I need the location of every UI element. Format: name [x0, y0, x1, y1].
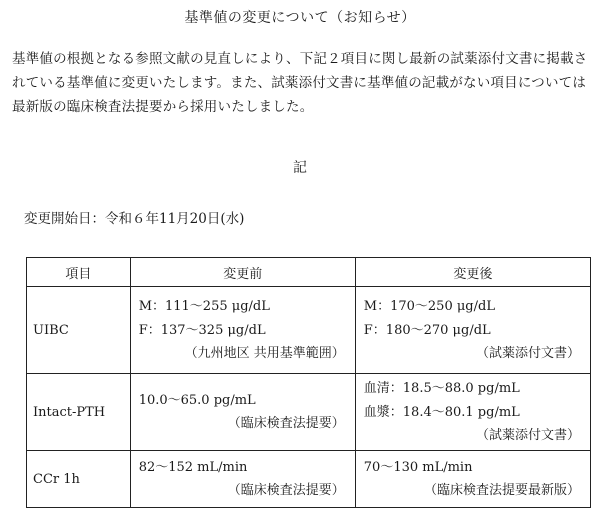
before-source: （九州地区 共用基準範囲）	[184, 346, 345, 361]
after-value-line: M：170～250 μg/dL	[363, 299, 495, 314]
after-values	[355, 451, 590, 508]
header-item: 項目	[27, 258, 131, 287]
table-row	[27, 451, 591, 508]
ki-heading: 記	[293, 160, 307, 176]
before-values	[130, 287, 355, 374]
change-start-date: 変更開始日：令和６年11月20日(水)	[24, 211, 245, 227]
before-source: （臨床検査法提要）	[227, 483, 345, 498]
after-source: （試薬添付文書）	[475, 428, 580, 443]
table-header-row	[27, 258, 591, 287]
after-source: （試薬添付文書）	[475, 346, 580, 361]
before-value-line: 82～152 mL/min	[138, 460, 248, 475]
header-before: 変更前	[130, 258, 355, 287]
notice-paragraph: 基準値の根拠となる参照文献の見直しにより、下記２項目に関し最新の試薬添付文書に掲載されている基準値に変更いたします。また、試薬添付文書に基準値の記載がない項目については最新版の臨床検査法提要から採用いたしました。	[12, 51, 588, 115]
after-values	[355, 287, 590, 374]
before-values	[130, 374, 355, 451]
before-source: （臨床検査法提要）	[227, 416, 345, 431]
before-value-line: M：111～255 μg/dL	[138, 299, 270, 314]
after-source: （臨床検査法提要最新版）	[423, 483, 580, 498]
header-after: 変更後	[355, 258, 590, 287]
item-name: CCr 1h	[27, 451, 131, 508]
before-value-line: 10.0～65.0 pg/mL	[138, 393, 256, 408]
before-value-line: F：137～325 μg/dL	[138, 323, 266, 338]
item-name: Intact-PTH	[27, 374, 131, 451]
item-name: UIBC	[27, 287, 131, 374]
after-value-line: 70～130 mL/min	[363, 460, 473, 475]
before-values	[130, 451, 355, 508]
reference-value-change-table	[26, 257, 591, 508]
document-title: 基準値の変更について（お知らせ）	[184, 10, 416, 26]
table-row	[27, 287, 591, 374]
after-value-line: 血清：18.5～88.0 pg/mL	[363, 381, 520, 396]
after-value-line: 血漿：18.4～80.1 pg/mL	[363, 405, 520, 420]
table-row	[27, 374, 591, 451]
after-values	[355, 374, 590, 451]
after-value-line: F：180～270 μg/dL	[363, 323, 491, 338]
